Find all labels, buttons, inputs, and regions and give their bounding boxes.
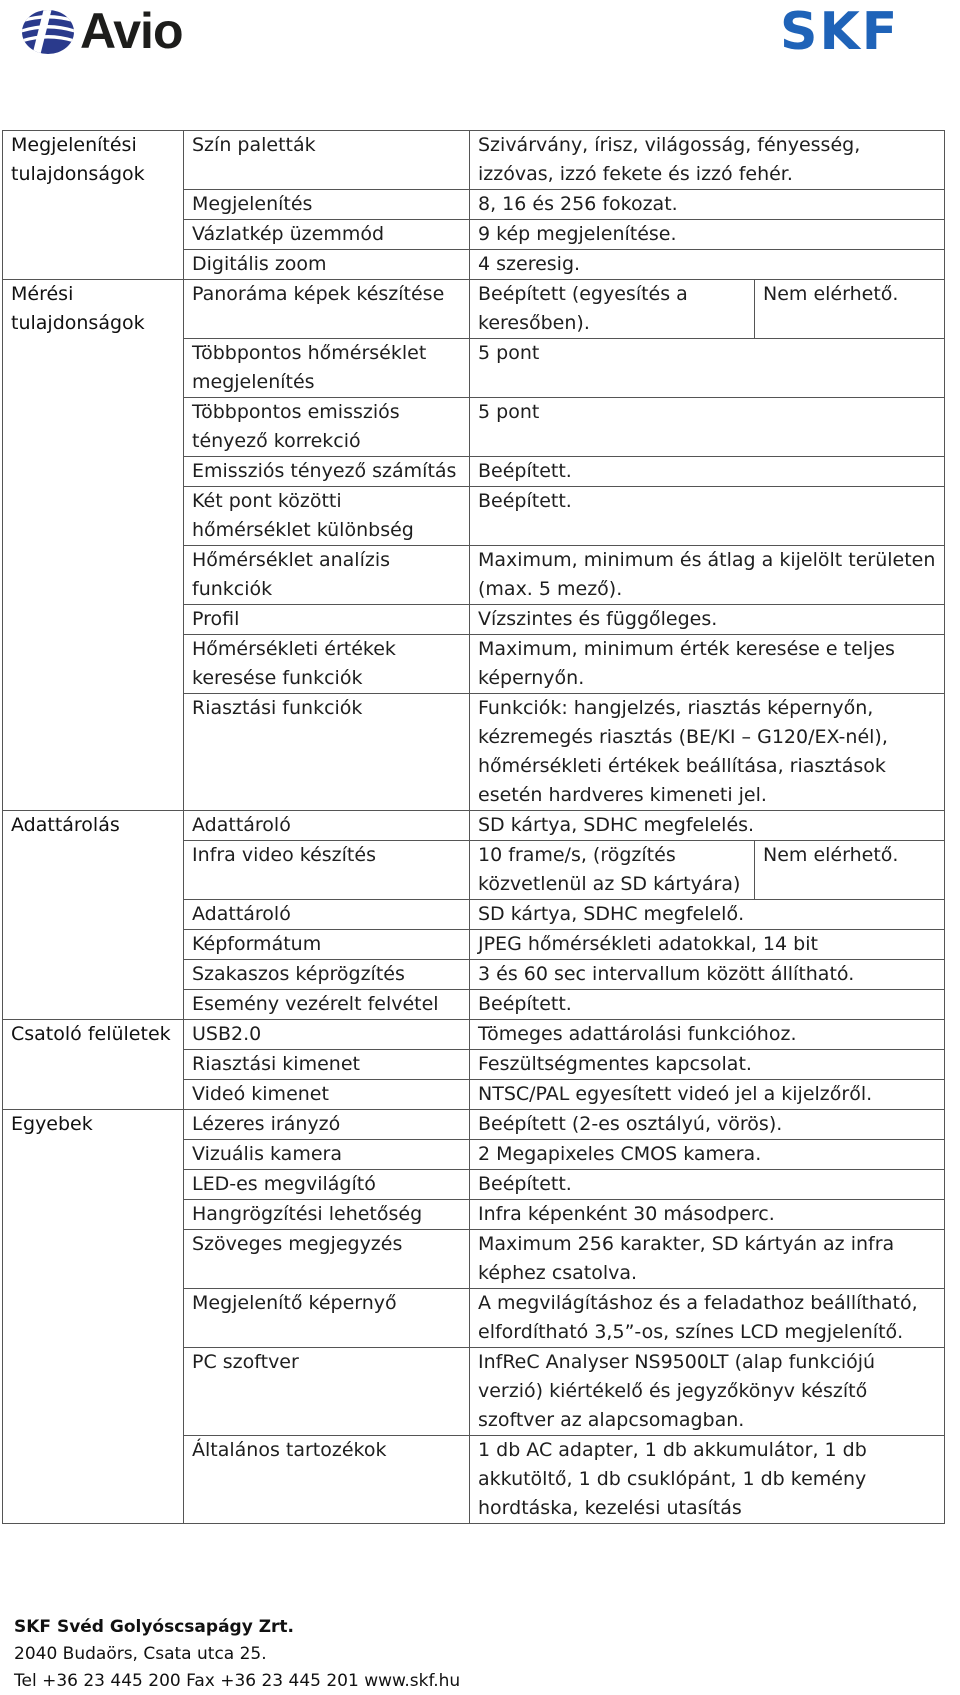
value-cell: 5 pont [470,398,945,457]
feature-cell: Hangrögzítési lehetőség [184,1200,470,1230]
feature-cell: Többpontos hőmérséklet megjelenítés [184,339,470,398]
value-cell: 8, 16 és 256 fokozat. [470,190,945,220]
value-cell: 9 kép megjelenítése. [470,220,945,250]
category-cell: Adattárolás [3,811,184,1020]
table-row [3,1110,945,1140]
feature-cell: Többpontos emissziós tényező korrekció [184,398,470,457]
feature-cell: Videó kimenet [184,1080,470,1110]
value-cell: Beépített. [470,990,945,1020]
value-cell: Infra képenként 30 másodperc. [470,1200,945,1230]
value-cell: SD kártya, SDHC megfelelő. [470,900,945,930]
footer-company: SKF Svéd Golyóscsapágy Zrt. [14,1617,295,1637]
feature-cell: Megjelenítő képernyő [184,1289,470,1348]
value-cell: SD kártya, SDHC megfelelés. [470,811,945,841]
table-row [3,811,945,841]
value-cell: Beépített (2-es osztályú, vörös). [470,1110,945,1140]
table-row [3,280,945,339]
feature-cell: Hőmérsékleti értékek keresése funkciók [184,635,470,694]
feature-cell: Megjelenítés [184,190,470,220]
category-cell: Csatoló felületek [3,1020,184,1110]
value-cell: 1 db AC adapter, 1 db akkumulátor, 1 db akkutöltő, 1 db csuklópánt, 1 db kemény hordtáska, kezelési utasítás [470,1436,945,1524]
table-row [3,131,945,190]
feature-cell: USB2.0 [184,1020,470,1050]
feature-cell: Szöveges megjegyzés [184,1230,470,1289]
value-cell: Feszültségmentes kapcsolat. [470,1050,945,1080]
feature-cell: LED-es megvilágító [184,1170,470,1200]
feature-cell: Esemény vezérelt felvétel [184,990,470,1020]
feature-cell: Vázlatkép üzemmód [184,220,470,250]
value-cell: Beépített. [470,487,945,546]
value-cell: Maximum, minimum érték keresése e teljes képernyőn. [470,635,945,694]
value-cell: NTSC/PAL egyesített videó jel a kijelzőről. [470,1080,945,1110]
value-cell: Beépített. [470,1170,945,1200]
extra-value-cell: Nem elérhető. [755,280,945,339]
feature-cell: Képformátum [184,930,470,960]
feature-cell: Adattároló [184,900,470,930]
footer-address: 2040 Budaörs, Csata utca 25. [14,1644,267,1664]
value-cell: Funkciók: hangjelzés, riasztás képernyőn, kézremegés riasztás (BE/KI – G120/EX-nél), hőmérsékleti értékek beállítása, riasztások esetén hardveres kimeneti jel. [470,694,945,811]
feature-cell: Digitális zoom [184,250,470,280]
feature-cell: Lézeres irányzó [184,1110,470,1140]
category-cell: Megjelenítési tulajdonságok [3,131,184,280]
value-cell: JPEG hőmérsékleti adatokkal, 14 bit [470,930,945,960]
footer-contact: Tel +36 23 445 200 Fax +36 23 445 201 www.skf.hu [14,1671,461,1691]
value-cell: Beépített. [470,457,945,487]
feature-cell: Infra video készítés [184,841,470,900]
value-cell: Szivárvány, írisz, világosság, fényesség, izzóvas, izzó fekete és izzó fehér. [470,131,945,190]
feature-cell: Adattároló [184,811,470,841]
feature-cell: Panoráma képek készítése [184,280,470,339]
feature-cell: Vizuális kamera [184,1140,470,1170]
value-cell: 5 pont [470,339,945,398]
value-cell: InfReC Analyser NS9500LT (alap funkciójú verzió) kiértékelő és jegyzőkönyv készítő szoftver az alapcsomagban. [470,1348,945,1436]
skf-logo [780,2,960,62]
value-cell: Maximum 256 karakter, SD kártyán az infra képhez csatolva. [470,1230,945,1289]
spec-table [2,130,945,1524]
extra-value-cell: Nem elérhető. [755,841,945,900]
value-cell: Tömeges adattárolási funkcióhoz. [470,1020,945,1050]
feature-cell: Szín paletták [184,131,470,190]
table-row [3,1020,945,1050]
feature-cell: Két pont közötti hőmérséklet különbség [184,487,470,546]
feature-cell: Riasztási funkciók [184,694,470,811]
feature-cell: Hőmérséklet analízis funkciók [184,546,470,605]
value-cell: Vízszintes és függőleges. [470,605,945,635]
feature-cell: Profil [184,605,470,635]
value-cell: Beépített (egyesítés a keresőben). [470,280,755,339]
category-cell: Egyebek [3,1110,184,1524]
footer [14,1614,460,1695]
value-cell: 4 szeresig. [470,250,945,280]
feature-cell: Riasztási kimenet [184,1050,470,1080]
category-cell: Mérési tulajdonságok [3,280,184,811]
feature-cell: Általános tartozékok [184,1436,470,1524]
feature-cell: Emissziós tényező számítás [184,457,470,487]
value-cell: Maximum, minimum és átlag a kijelölt területen (max. 5 mező). [470,546,945,605]
skf-logo-text: SKF [780,2,900,62]
avio-globe-icon [18,6,78,58]
feature-cell: Szakaszos képrögzítés [184,960,470,990]
avio-logo [18,3,228,59]
feature-cell: PC szoftver [184,1348,470,1436]
avio-logo-text: Avio [80,3,183,59]
value-cell: 2 Megapixeles CMOS kamera. [470,1140,945,1170]
spec-table-body [3,131,945,1524]
value-cell: 3 és 60 sec intervallum között állítható. [470,960,945,990]
value-cell: A megvilágításhoz és a feladathoz beállítható, elfordítható 3,5”-os, színes LCD megjelenítő. [470,1289,945,1348]
value-cell: 10 frame/s, (rögzítés közvetlenül az SD kártyára) [470,841,755,900]
